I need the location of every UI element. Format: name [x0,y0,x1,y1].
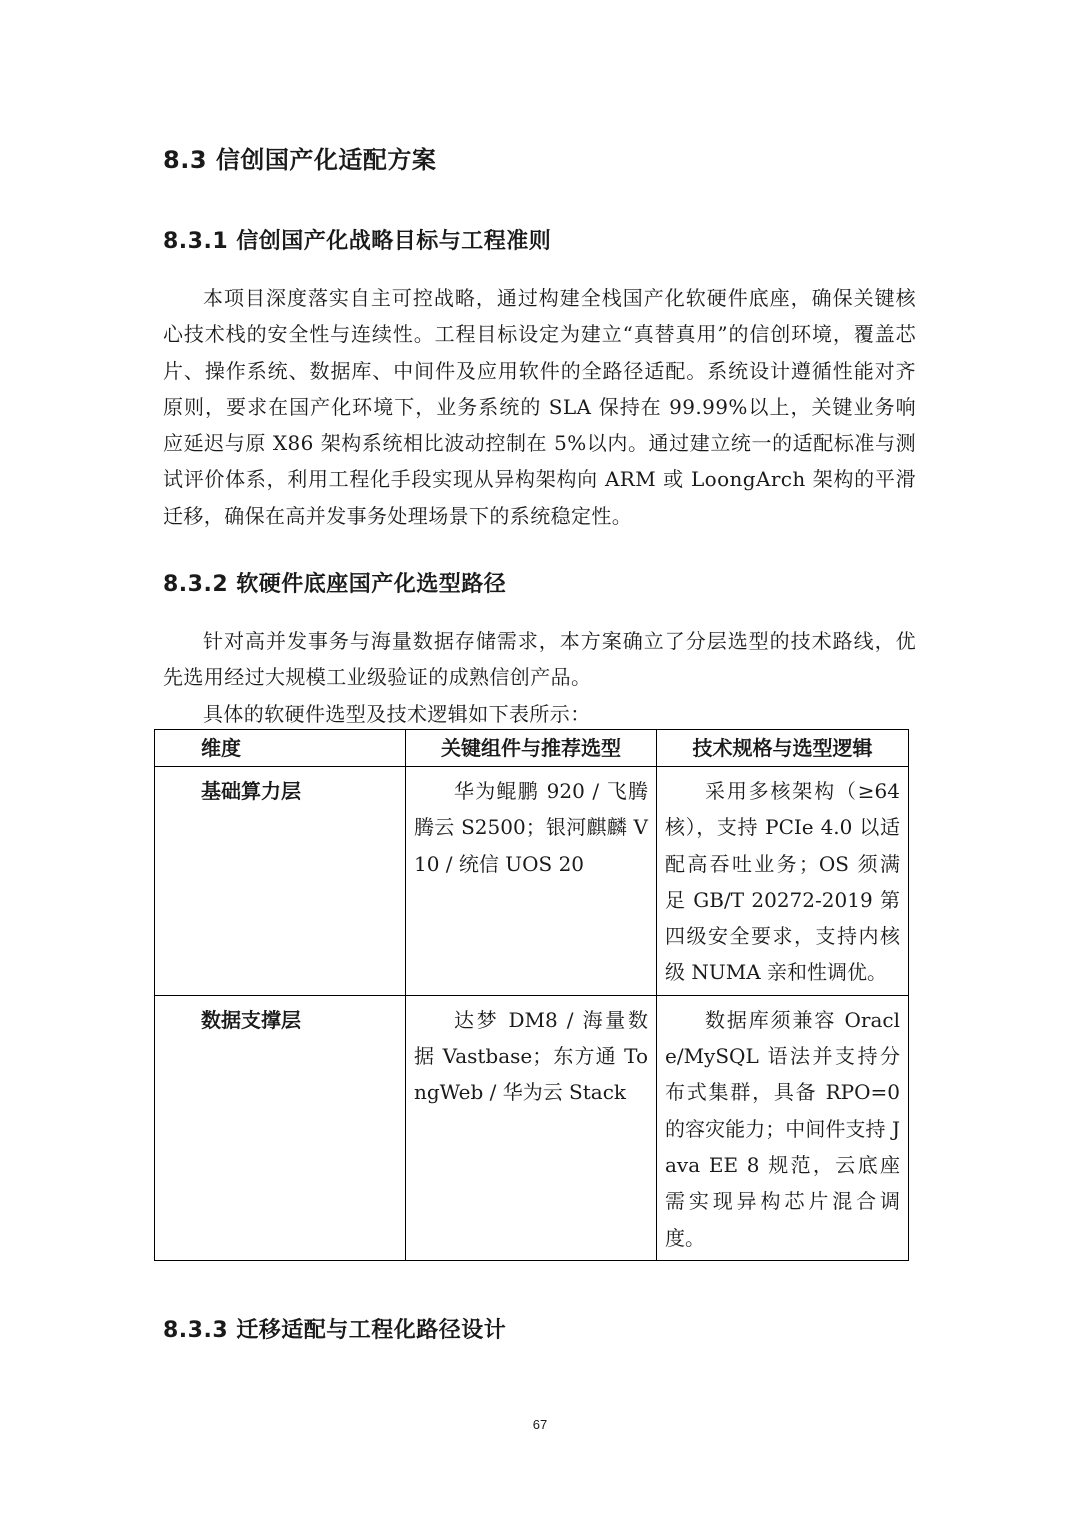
cell-logic: 数据库须兼容 Oracle/MySQL 语法并支持分布式集群，具备 RPO=0 的容灾能力；中间件支持 Java EE 8 规范，云底座需实现异构芯片混合调度。 [657,995,909,1260]
strategy-paragraph: 本项目深度落实自主可控战略，通过构建全栈国产化软硬件底座，确保关键核心技术栈的安全性与连续性。工程目标设定为建立“真替真用”的信创环境，覆盖芯片、操作系统、数据库、中间件及应用软件的全路径适配。系统设计遵循性能对齐原则，要求在国产化环境下，业务系统的 SLA 保持在 99.99%以上，关键业务响应延迟与原 X86 架构系统相比波动控制在 5%以内。通过建立统一的适配标准与测试评价体系，利用工程化手段实现从异构架构向 ARM 或 LoongArch 架构的平滑迁移，确保在高并发事务处理场景下的系统稳定性。 [163,286,916,528]
table-row [155,767,909,996]
subsection-heading-migration: 8.3.3 迁移适配与工程化路径设计 [163,1318,507,1343]
table-row [155,995,909,1260]
header-logic: 技术规格与选型逻辑 [657,730,909,767]
page-number: 67 [532,1417,548,1432]
cell-dimension: 基础算力层 [155,767,406,996]
selection-table [154,729,909,1261]
subsection-heading-selection: 8.3.2 软硬件底座国产化选型路径 [163,572,507,597]
table-header-row [155,730,909,767]
header-dimension: 维度 [155,730,406,767]
header-components: 关键组件与推荐选型 [406,730,657,767]
table-caption: 具体的软硬件选型及技术逻辑如下表所示： [203,702,591,726]
cell-components: 华为鲲鹏 920 / 飞腾腾云 S2500；银河麒麟 V10 / 统信 UOS 20 [406,767,657,996]
cell-components: 达梦 DM8 / 海量数据 Vastbase；东方通 TongWeb / 华为云 Stack [406,995,657,1260]
cell-logic: 采用多核架构（≥64 核），支持 PCIe 4.0 以适配高吞吐业务；OS 须满足 GB/T 20272-2019 第四级安全要求，支持内核级 NUMA 亲和性调优。 [657,767,909,996]
selection-paragraph: 针对高并发事务与海量数据存储需求，本方案确立了分层选型的技术路线，优先选用经过大规模工业级验证的成熟信创产品。 [163,629,916,690]
cell-dimension: 数据支撑层 [155,995,406,1260]
section-heading: 8.3 信创国产化适配方案 [163,146,437,174]
subsection-heading-strategy: 8.3.1 信创国产化战略目标与工程准则 [163,229,552,254]
